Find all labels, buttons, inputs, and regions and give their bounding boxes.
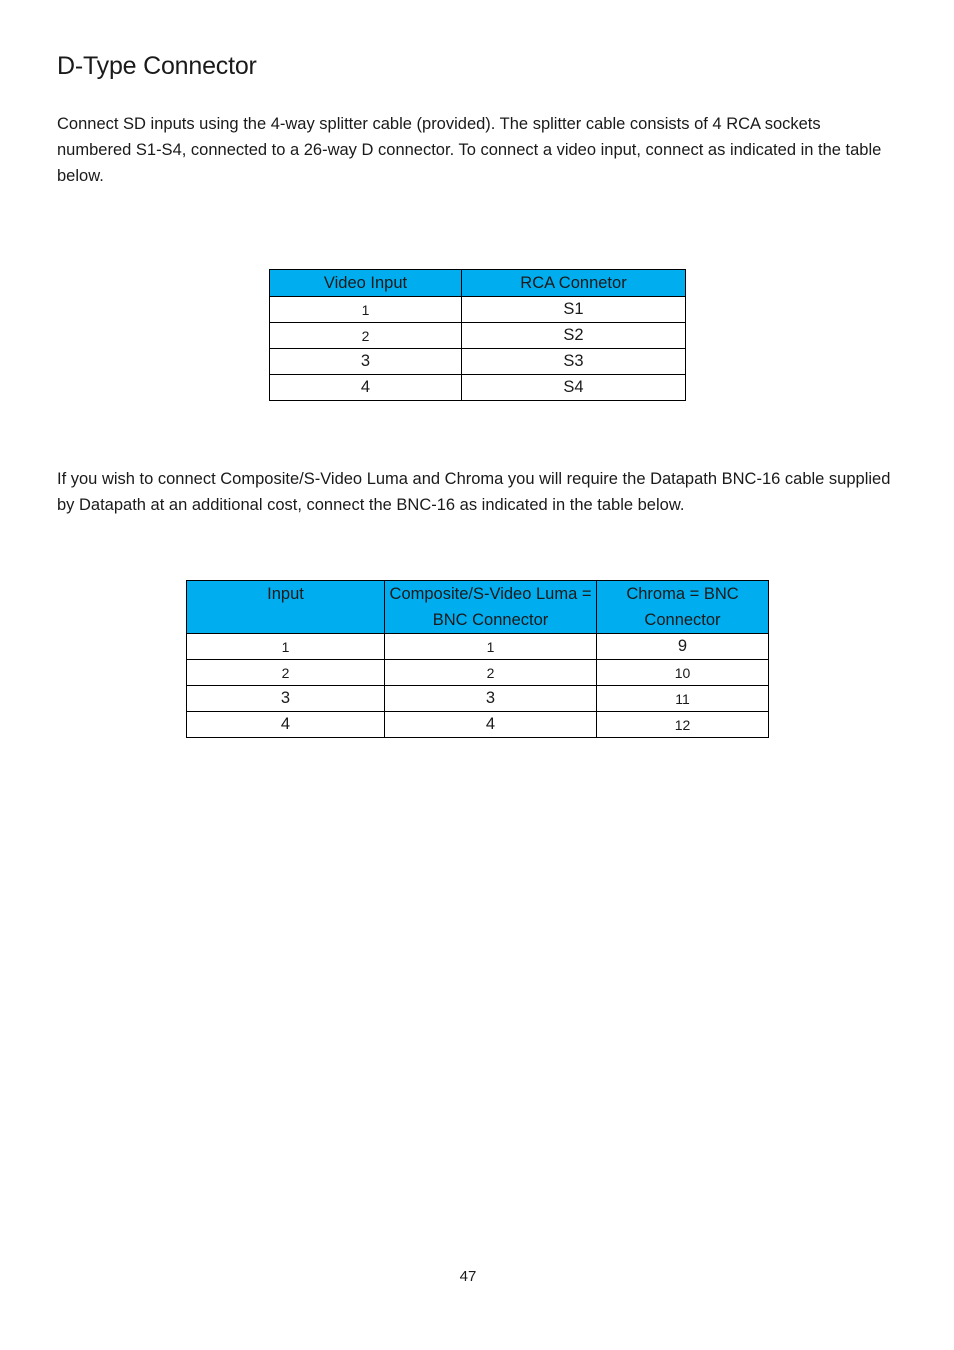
table-row — [270, 375, 686, 401]
luma-bnc-cell: 1 — [385, 634, 597, 660]
rca-connector-cell: S2 — [462, 323, 686, 349]
table-row — [187, 660, 769, 686]
bnc-paragraph: If you wish to connect Composite/S-Video Luma and Chroma you will require the Datapath BNC-16 cable supplied by Datapath at an additional cost, connect the BNC-16 as indicated in the table below. — [57, 470, 891, 514]
video-input-cell: 3 — [270, 349, 462, 375]
video-input-cell: 2 — [270, 323, 462, 349]
table-row — [270, 323, 686, 349]
video-input-cell: 4 — [270, 375, 462, 401]
column-header-chroma-bnc: Chroma = BNC Connector — [597, 581, 769, 634]
table-header-row — [270, 270, 686, 297]
rca-connector-cell: S3 — [462, 349, 686, 375]
page-title: D-Type Connector — [57, 52, 257, 80]
input-cell: 1 — [187, 634, 385, 660]
chroma-bnc-cell: 10 — [597, 660, 769, 686]
column-header-rca-connector: RCA Connetor — [462, 270, 686, 297]
column-header-input: Input — [187, 581, 385, 634]
table-row — [187, 634, 769, 660]
table-row — [270, 297, 686, 323]
luma-bnc-cell: 4 — [385, 712, 597, 738]
input-cell: 4 — [187, 712, 385, 738]
bnc-connector-table — [186, 580, 769, 738]
intro-paragraph: Connect SD inputs using the 4-way splitter cable (provided). The splitter cable consists of 4 RCA sockets numbered S1-S4, connected to a 26-way D connector. To connect a video input, connect as indicated in the table below. — [57, 115, 882, 185]
page-number: 47 — [459, 1268, 477, 1285]
rca-connector-cell: S1 — [462, 297, 686, 323]
chroma-bnc-cell: 12 — [597, 712, 769, 738]
rca-connector-cell: S4 — [462, 375, 686, 401]
input-cell: 2 — [187, 660, 385, 686]
luma-bnc-cell: 2 — [385, 660, 597, 686]
input-cell: 3 — [187, 686, 385, 712]
chroma-bnc-cell: 11 — [597, 686, 769, 712]
column-header-video-input: Video Input — [270, 270, 462, 297]
table-row — [270, 349, 686, 375]
rca-connector-table — [269, 269, 686, 401]
video-input-cell: 1 — [270, 297, 462, 323]
column-header-luma-bnc: Composite/S-Video Luma = BNC Connector — [385, 581, 597, 634]
luma-bnc-cell: 3 — [385, 686, 597, 712]
chroma-bnc-cell: 9 — [597, 634, 769, 660]
table-header-row — [187, 581, 769, 634]
table-row — [187, 686, 769, 712]
table-row — [187, 712, 769, 738]
